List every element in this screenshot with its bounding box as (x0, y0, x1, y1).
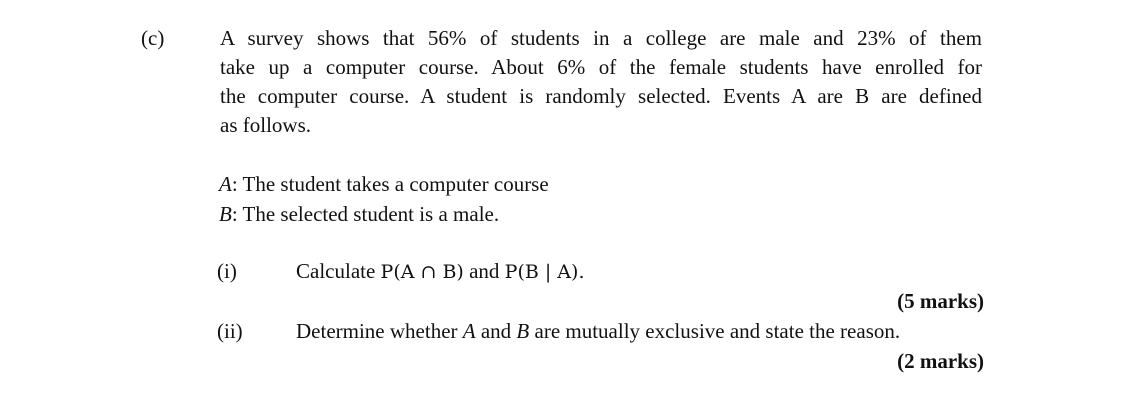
part-ii-text-mid: and (475, 319, 517, 343)
event-a-symbol: A (219, 172, 232, 196)
part-i-text-before: Calculate (296, 259, 381, 283)
part-i-text-mid: and (463, 259, 505, 283)
event-a-text: : The student takes a computer course (231, 172, 549, 196)
paragraph-line: A survey shows that 56% of students in a college are male and 23% of them (220, 26, 982, 50)
part-ii-label: (ii) (217, 319, 243, 343)
question-label: (c) (141, 26, 165, 50)
part-ii-text-after: are mutually exclusive and state the reason. (529, 319, 901, 343)
part-ii-text (296, 317, 900, 346)
event-b-definition (219, 200, 499, 229)
part-i-expression-1: P(A ∩ B) (380, 261, 464, 283)
event-b-symbol: B (219, 202, 232, 226)
part-i-label: (i) (217, 259, 237, 283)
event-b-text: : The selected student is a male. (231, 202, 500, 226)
paragraph-line: as follows. (220, 113, 311, 137)
part-ii-text-before: Determine whether (296, 319, 463, 343)
question-paragraph (220, 24, 982, 140)
part-i-text (296, 257, 585, 287)
paragraph-line: the computer course. A student is randomly selected. Events A are B are defined (220, 84, 982, 108)
part-ii-marks: (2 marks) (897, 349, 984, 373)
event-a-definition (219, 170, 549, 199)
part-ii-symbol-b: B (516, 319, 530, 343)
part-ii-symbol-a: A (462, 319, 476, 343)
paragraph-line: take up a computer course. About 6% of the female students have enrolled for (220, 55, 982, 79)
part-i-marks: (5 marks) (897, 289, 984, 313)
part-i-expression-2: P(B | A). (504, 261, 585, 283)
